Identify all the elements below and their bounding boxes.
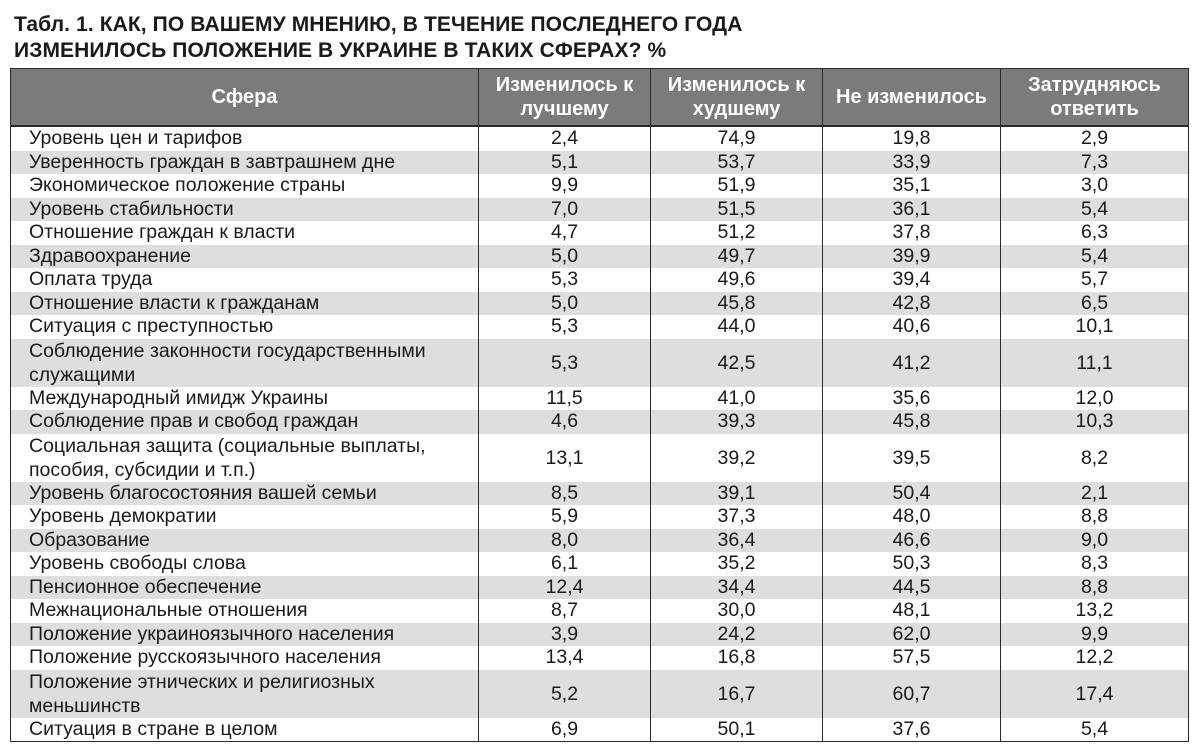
cell-sphere: Международный имидж Украины	[11, 387, 479, 411]
cell-better: 8,5	[479, 482, 651, 506]
cell-unchanged: 19,8	[823, 126, 1001, 151]
table-row	[11, 623, 1189, 647]
cell-hard-to-say: 13,2	[1001, 599, 1189, 623]
cell-unchanged: 60,7	[823, 670, 1001, 718]
cell-unchanged: 37,8	[823, 221, 1001, 245]
table-row	[11, 315, 1189, 339]
cell-worse: 30,0	[651, 599, 823, 623]
cell-hard-to-say: 2,9	[1001, 126, 1189, 151]
cell-better: 3,9	[479, 623, 651, 647]
cell-better: 4,7	[479, 221, 651, 245]
cell-better: 13,1	[479, 434, 651, 482]
cell-worse: 51,9	[651, 174, 823, 198]
cell-worse: 51,2	[651, 221, 823, 245]
cell-sphere: Положение украиноязычного населения	[11, 623, 479, 647]
cell-hard-to-say: 10,1	[1001, 315, 1189, 339]
table-title-line-1: Табл. 1. КАК, ПО ВАШЕМУ МНЕНИЮ, В ТЕЧЕНИЕ ПОСЛЕДНЕГО ГОДА	[14, 13, 743, 36]
table-row	[11, 151, 1189, 175]
table-body	[11, 126, 1189, 742]
cell-hard-to-say: 6,5	[1001, 292, 1189, 316]
table-header	[11, 69, 1189, 127]
header-unchanged: Не изменилось	[823, 69, 1001, 127]
cell-hard-to-say: 11,1	[1001, 339, 1189, 387]
cell-worse: 37,3	[651, 505, 823, 529]
table-row	[11, 482, 1189, 506]
cell-hard-to-say: 12,2	[1001, 646, 1189, 670]
table-row	[11, 529, 1189, 553]
cell-unchanged: 39,4	[823, 268, 1001, 292]
cell-worse: 39,2	[651, 434, 823, 482]
cell-unchanged: 41,2	[823, 339, 1001, 387]
cell-unchanged: 35,6	[823, 387, 1001, 411]
cell-sphere: Уровень благосостояния вашей семьи	[11, 482, 479, 506]
table-row	[11, 718, 1189, 742]
cell-better: 5,0	[479, 245, 651, 269]
cell-worse: 16,7	[651, 670, 823, 718]
cell-hard-to-say: 10,3	[1001, 410, 1189, 434]
cell-better: 11,5	[479, 387, 651, 411]
cell-unchanged: 50,3	[823, 552, 1001, 576]
cell-sphere: Отношение граждан к власти	[11, 221, 479, 245]
cell-worse: 39,1	[651, 482, 823, 506]
table-row	[11, 552, 1189, 576]
cell-unchanged: 50,4	[823, 482, 1001, 506]
cell-better: 12,4	[479, 576, 651, 600]
cell-sphere: Экономическое положение страны	[11, 174, 479, 198]
cell-worse: 39,3	[651, 410, 823, 434]
cell-unchanged: 46,6	[823, 529, 1001, 553]
cell-better: 5,1	[479, 151, 651, 175]
cell-worse: 49,6	[651, 268, 823, 292]
cell-worse: 34,4	[651, 576, 823, 600]
table-row	[11, 126, 1189, 151]
cell-hard-to-say: 8,2	[1001, 434, 1189, 482]
cell-worse: 41,0	[651, 387, 823, 411]
cell-better: 2,4	[479, 126, 651, 151]
cell-hard-to-say: 8,8	[1001, 576, 1189, 600]
cell-unchanged: 42,8	[823, 292, 1001, 316]
cell-worse: 45,8	[651, 292, 823, 316]
cell-hard-to-say: 8,3	[1001, 552, 1189, 576]
cell-better: 5,3	[479, 268, 651, 292]
cell-sphere: Уровень демократии	[11, 505, 479, 529]
cell-unchanged: 39,5	[823, 434, 1001, 482]
header-row	[11, 69, 1189, 127]
cell-unchanged: 57,5	[823, 646, 1001, 670]
cell-hard-to-say: 3,0	[1001, 174, 1189, 198]
cell-worse: 53,7	[651, 151, 823, 175]
cell-sphere: Соблюдение прав и свобод граждан	[11, 410, 479, 434]
cell-better: 5,2	[479, 670, 651, 718]
cell-worse: 24,2	[651, 623, 823, 647]
cell-worse: 51,5	[651, 198, 823, 222]
cell-better: 6,9	[479, 718, 651, 742]
table-title	[14, 12, 1184, 64]
table-row	[11, 599, 1189, 623]
cell-better: 5,3	[479, 315, 651, 339]
table-row	[11, 670, 1189, 718]
cell-sphere: Здравоохранение	[11, 245, 479, 269]
cell-better: 13,4	[479, 646, 651, 670]
cell-hard-to-say: 9,9	[1001, 623, 1189, 647]
cell-unchanged: 44,5	[823, 576, 1001, 600]
cell-hard-to-say: 2,1	[1001, 482, 1189, 506]
cell-sphere: Межнациональные отношения	[11, 599, 479, 623]
cell-unchanged: 36,1	[823, 198, 1001, 222]
cell-sphere: Ситуация в стране в целом	[11, 718, 479, 742]
cell-hard-to-say: 7,3	[1001, 151, 1189, 175]
cell-unchanged: 33,9	[823, 151, 1001, 175]
cell-hard-to-say: 5,7	[1001, 268, 1189, 292]
cell-sphere: Социальная защита (социальные выплаты, пособия, субсидии и т.п.)	[11, 434, 479, 482]
cell-unchanged: 45,8	[823, 410, 1001, 434]
table-row	[11, 198, 1189, 222]
header-sphere: Сфера	[11, 69, 479, 127]
cell-unchanged: 48,1	[823, 599, 1001, 623]
cell-sphere: Уровень свободы слова	[11, 552, 479, 576]
cell-hard-to-say: 9,0	[1001, 529, 1189, 553]
cell-sphere: Отношение власти к гражданам	[11, 292, 479, 316]
cell-sphere: Соблюдение законности государственными служащими	[11, 339, 479, 387]
cell-hard-to-say: 5,4	[1001, 198, 1189, 222]
table-row	[11, 387, 1189, 411]
cell-worse: 35,2	[651, 552, 823, 576]
cell-worse: 42,5	[651, 339, 823, 387]
cell-sphere: Оплата труда	[11, 268, 479, 292]
table-row	[11, 339, 1189, 387]
table-row	[11, 245, 1189, 269]
cell-worse: 50,1	[651, 718, 823, 742]
cell-sphere: Уровень цен и тарифов	[11, 126, 479, 151]
cell-hard-to-say: 17,4	[1001, 670, 1189, 718]
cell-better: 8,0	[479, 529, 651, 553]
table-row	[11, 174, 1189, 198]
table-title-line-2: ИЗМЕНИЛОСЬ ПОЛОЖЕНИЕ В УКРАИНЕ В ТАКИХ СФЕРАХ? %	[14, 39, 667, 62]
table-row	[11, 221, 1189, 245]
cell-sphere: Уверенность граждан в завтрашнем дне	[11, 151, 479, 175]
cell-unchanged: 39,9	[823, 245, 1001, 269]
table-row	[11, 646, 1189, 670]
cell-worse: 16,8	[651, 646, 823, 670]
cell-worse: 36,4	[651, 529, 823, 553]
cell-worse: 74,9	[651, 126, 823, 151]
cell-hard-to-say: 8,8	[1001, 505, 1189, 529]
table-row	[11, 576, 1189, 600]
cell-sphere: Положение этнических и религиозных меньшинств	[11, 670, 479, 718]
cell-better: 5,9	[479, 505, 651, 529]
cell-unchanged: 35,1	[823, 174, 1001, 198]
cell-better: 4,6	[479, 410, 651, 434]
cell-better: 5,0	[479, 292, 651, 316]
cell-unchanged: 62,0	[823, 623, 1001, 647]
cell-unchanged: 37,6	[823, 718, 1001, 742]
cell-hard-to-say: 5,4	[1001, 718, 1189, 742]
table-row	[11, 292, 1189, 316]
table-row	[11, 505, 1189, 529]
cell-better: 8,7	[479, 599, 651, 623]
cell-worse: 44,0	[651, 315, 823, 339]
table-row	[11, 268, 1189, 292]
cell-sphere: Положение русскоязычного населения	[11, 646, 479, 670]
cell-better: 7,0	[479, 198, 651, 222]
header-hard-to-say: Затрудняюсь ответить	[1001, 69, 1189, 127]
cell-unchanged: 48,0	[823, 505, 1001, 529]
header-better: Изменилось к лучшему	[479, 69, 651, 127]
table-row	[11, 434, 1189, 482]
cell-sphere: Образование	[11, 529, 479, 553]
survey-table	[10, 68, 1189, 742]
table-row	[11, 410, 1189, 434]
cell-better: 9,9	[479, 174, 651, 198]
cell-worse: 49,7	[651, 245, 823, 269]
cell-hard-to-say: 12,0	[1001, 387, 1189, 411]
cell-hard-to-say: 6,3	[1001, 221, 1189, 245]
cell-better: 5,3	[479, 339, 651, 387]
cell-sphere: Пенсионное обеспечение	[11, 576, 479, 600]
cell-hard-to-say: 5,4	[1001, 245, 1189, 269]
cell-sphere: Уровень стабильности	[11, 198, 479, 222]
header-worse: Изменилось к худшему	[651, 69, 823, 127]
cell-better: 6,1	[479, 552, 651, 576]
cell-unchanged: 40,6	[823, 315, 1001, 339]
cell-sphere: Ситуация с преступностью	[11, 315, 479, 339]
